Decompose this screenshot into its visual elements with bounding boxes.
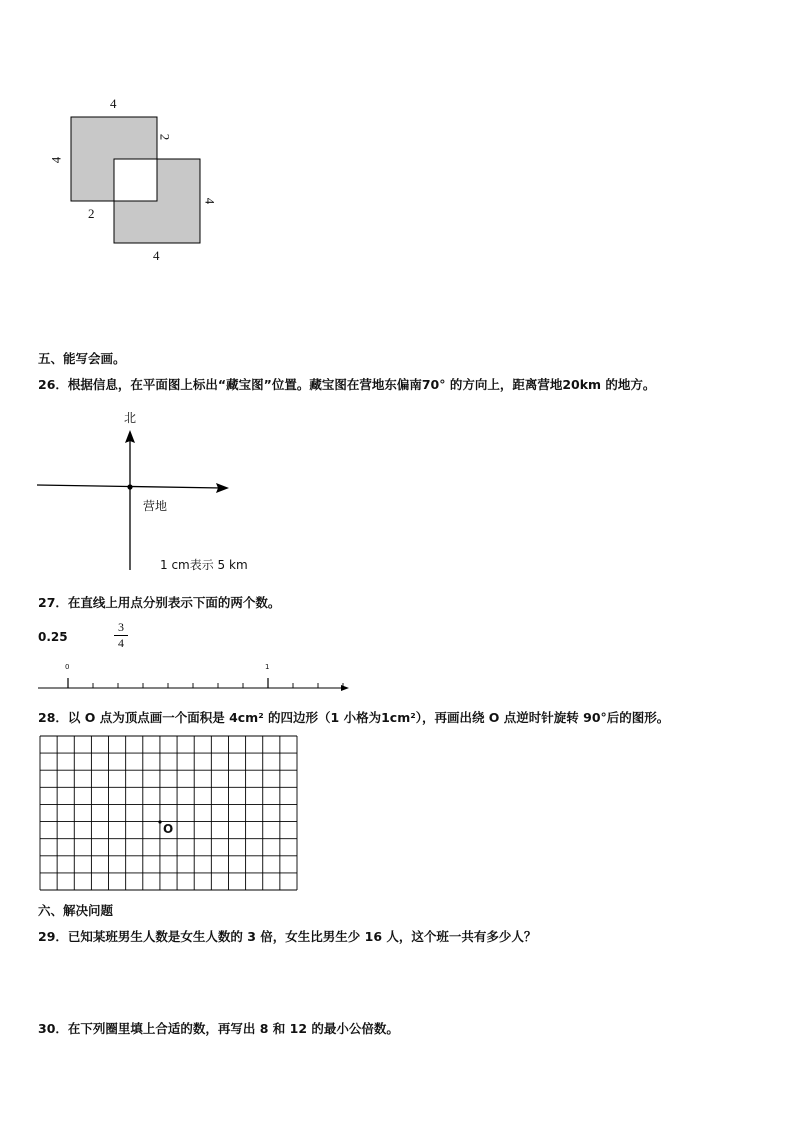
label-bottom: 4	[153, 248, 160, 263]
label-left: 4	[48, 156, 64, 164]
question-27-text: 27．在直线上用点分别表示下面的两个数。	[38, 595, 281, 610]
question-30-text: 30．在下列圈里填上合适的数，再写出 8 和 12 的最小公倍数。	[38, 1021, 399, 1036]
point-o-label: O	[163, 822, 174, 836]
label-right: 4	[202, 197, 218, 205]
section-five-heading: 五、能写会画。	[38, 351, 126, 366]
scale-label: 1 cm表示 5 km	[160, 558, 248, 572]
label-right-top: 2	[157, 133, 173, 141]
section-six-heading: 六、解决问题	[38, 903, 114, 918]
label-bottom-left: 2	[88, 206, 95, 221]
tick-label-0: 0	[65, 663, 70, 671]
tick-label-1: 1	[265, 663, 270, 671]
point-o	[158, 820, 161, 823]
question-26-text: 26．根据信息，在平面图上标出“藏宝图”位置。藏宝图在营地东偏南70° 的方向上，距离营地20km 的地方。	[38, 377, 656, 392]
question-29-text: 29．已知某班男生人数是女生人数的 3 倍，女生比男生少 16 人，这个班一共有多少人？	[38, 929, 537, 944]
label-top: 4	[110, 96, 117, 111]
number-decimal: 0.25	[38, 630, 68, 644]
north-label: 北	[124, 411, 137, 425]
fraction-denominator: 4	[118, 636, 124, 650]
grid-lines	[40, 736, 297, 890]
camp-label: 营地	[143, 499, 168, 513]
question-28-text: 28．以 O 点为顶点画一个面积是 4cm² 的四边形（1 小格为1cm²），再画出绕 O 点逆时针旋转 90°后的图形。	[38, 710, 670, 725]
fraction-numerator: 3	[118, 620, 124, 634]
